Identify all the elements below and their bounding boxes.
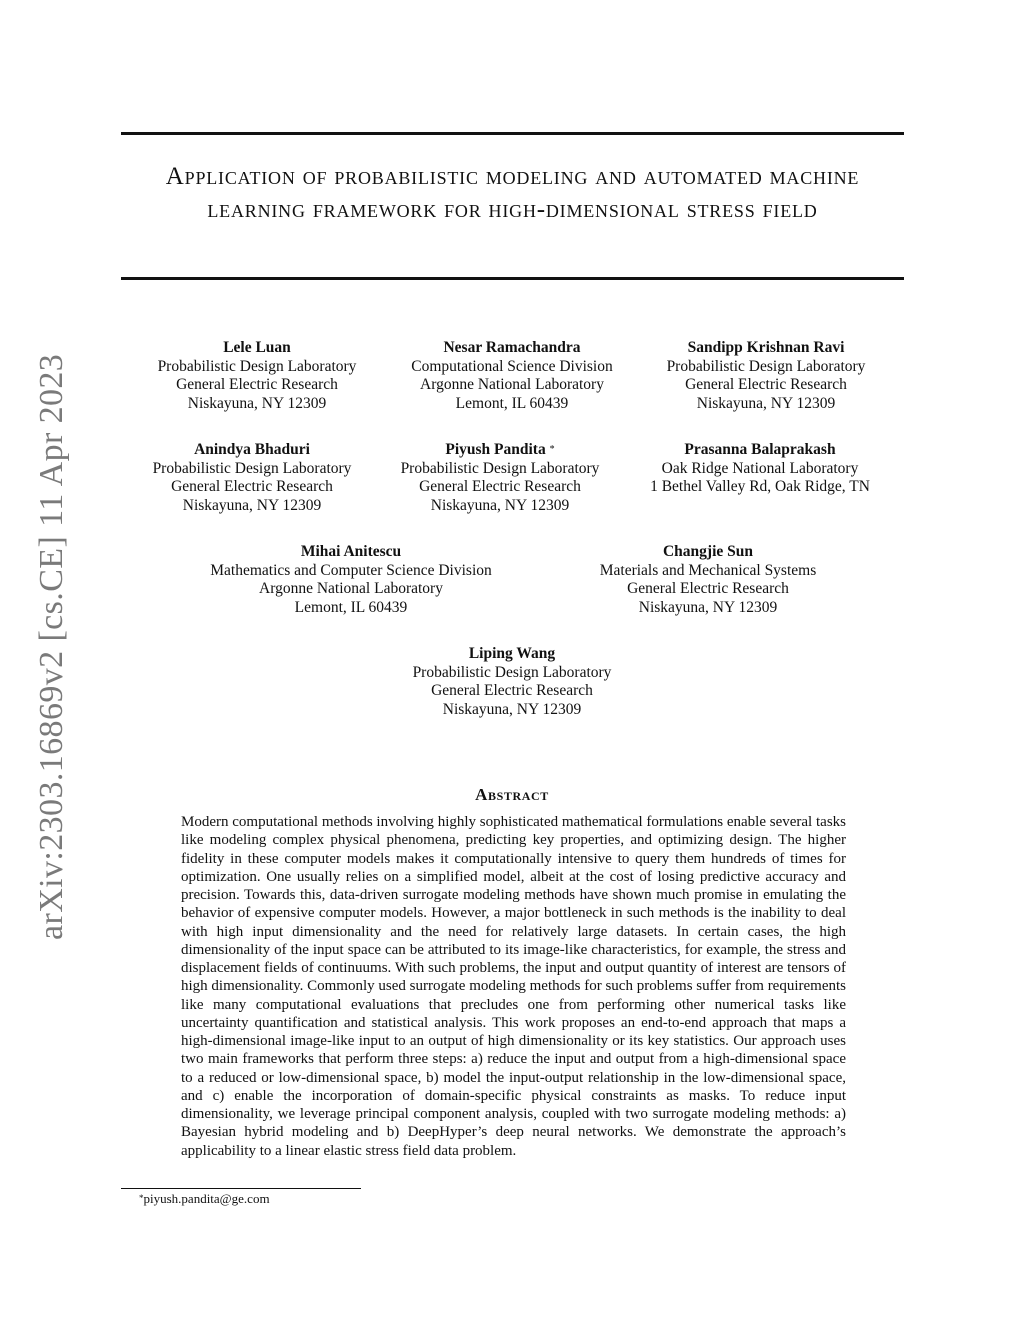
footnote-email: piyush.pandita@ge.com	[143, 1191, 270, 1206]
footnote	[139, 1191, 270, 1207]
author-block	[595, 441, 925, 497]
author-affiliation-line: Probabilistic Design Laboratory	[152, 459, 352, 477]
author-block	[543, 543, 873, 617]
author-affiliation-line: Probabilistic Design Laboratory	[400, 459, 600, 477]
author-affiliation-line: Niskayuna, NY 12309	[638, 598, 778, 616]
author-affiliation-line: Mathematics and Computer Science Division	[210, 561, 492, 579]
author-affiliation-line: General Electric Research	[419, 478, 581, 495]
author-affiliation-line: Argonne National Laboratory	[259, 580, 443, 597]
paper-title: Application of probabilistic modeling and automated machine learning framework for high-dimensional stress field	[165, 163, 860, 223]
author-affiliation-line: Lemont, IL 60439	[455, 394, 569, 412]
author-name: Liping Wang	[468, 645, 556, 662]
author-name: Anindya Bhaduri	[194, 441, 310, 458]
author-affiliation-line: Oak Ridge National Laboratory	[661, 459, 859, 477]
author-name: Changjie Sun	[662, 543, 754, 560]
corresponding-author-mark: *	[549, 444, 555, 455]
author-affiliation-line: Computational Science Division	[411, 357, 613, 375]
author-block	[181, 543, 521, 617]
author-name: Nesar Ramachandra	[443, 339, 581, 356]
author-affiliation-line: General Electric Research	[176, 376, 338, 393]
abstract-heading: Abstract	[475, 785, 549, 804]
author-block	[347, 645, 677, 719]
author-name: Sandipp Krishnan Ravi	[687, 339, 845, 356]
author-affiliation-line: Argonne National Laboratory	[420, 376, 604, 393]
author-affiliation-line: Niskayuna, NY 12309	[187, 394, 327, 412]
author-affiliation-line: General Electric Research	[627, 580, 789, 597]
title-bottom-rule	[121, 277, 904, 280]
author-name: Piyush Pandita	[445, 441, 546, 458]
title-top-rule	[121, 132, 904, 135]
author-affiliation-line: Niskayuna, NY 12309	[430, 496, 570, 514]
author-affiliation-line: Niskayuna, NY 12309	[442, 700, 582, 718]
author-affiliation-line: General Electric Research	[431, 682, 593, 699]
footnote-rule	[121, 1188, 361, 1189]
author-affiliation-line: Probabilistic Design Laboratory	[666, 357, 866, 375]
author-name: Lele Luan	[223, 339, 291, 356]
author-affiliation-line: Probabilistic Design Laboratory	[157, 357, 357, 375]
author-name: Prasanna Balaprakash	[684, 441, 836, 458]
author-affiliation-line: General Electric Research	[685, 376, 847, 393]
author-affiliation-line: Materials and Mechanical Systems	[599, 561, 817, 579]
author-name: Mihai Anitescu	[300, 543, 402, 560]
author-affiliation-line: 1 Bethel Valley Rd, Oak Ridge, TN	[650, 478, 870, 495]
author-affiliation-line: General Electric Research	[171, 478, 333, 495]
abstract-body: Modern computational methods involving highly sophisticated mathematical formulations enable several tasks like modeling complex physical phenomena, predicting key properties, and optimizing design. The higher fidelity in these computer models makes it computationally intensive to query them hundreds of times for optimization. One usually relies on a simplified model, albeit at the cost of losing predictive accuracy and precision. Towards this, data-driven surrogate modeling methods have shown much promise in emulating the behavior of expensive computer models. However, a major bottleneck in such methods is the inability to deal with high input dimensionality and the need for relatively large datasets. In certain cases, the high dimensionality of the input space can be attributed to its image-like characteristics, for example, the stress and displacement fields of continuums. With such problems, the input and output quantity of interest are tensors of high dimensionality. Commonly used surrogate modeling methods for such problems suffer from requirements like many computational evaluations that precludes one from performing other numerical tasks like uncertainty quantification and statistical analysis. This work proposes an end-to-end approach that maps a high-dimensional image-like input to an output of high dimensionality or its key statistics. Our approach uses two main frameworks that perform three steps: a) reduce the input and output from a high-dimensional space to a reduced or low-dimensional space, b) model the input-output relationship in the low-dimensional space, and c) enable the incorporation of domain-specific physical constraints as masks. To reduce input dimensionality, we leverage principal component analysis, coupled with two surrogate modeling methods: a) Bayesian hybrid modeling and b) DeepHyper’s deep neural networks. We demonstrate the approach’s applicability to a linear elastic stress field data problem.	[181, 814, 846, 1159]
author-affiliation-line: Probabilistic Design Laboratory	[412, 663, 612, 681]
author-affiliation-line: Lemont, IL 60439	[294, 598, 408, 616]
author-affiliation-line: Niskayuna, NY 12309	[182, 496, 322, 514]
author-affiliation-line: Niskayuna, NY 12309	[696, 394, 836, 412]
footnote-mark: *	[139, 1193, 144, 1203]
arxiv-identifier-stamp: arXiv:2303.16869v2 [cs.CE] 11 Apr 2023	[33, 353, 70, 940]
author-block	[601, 339, 931, 413]
